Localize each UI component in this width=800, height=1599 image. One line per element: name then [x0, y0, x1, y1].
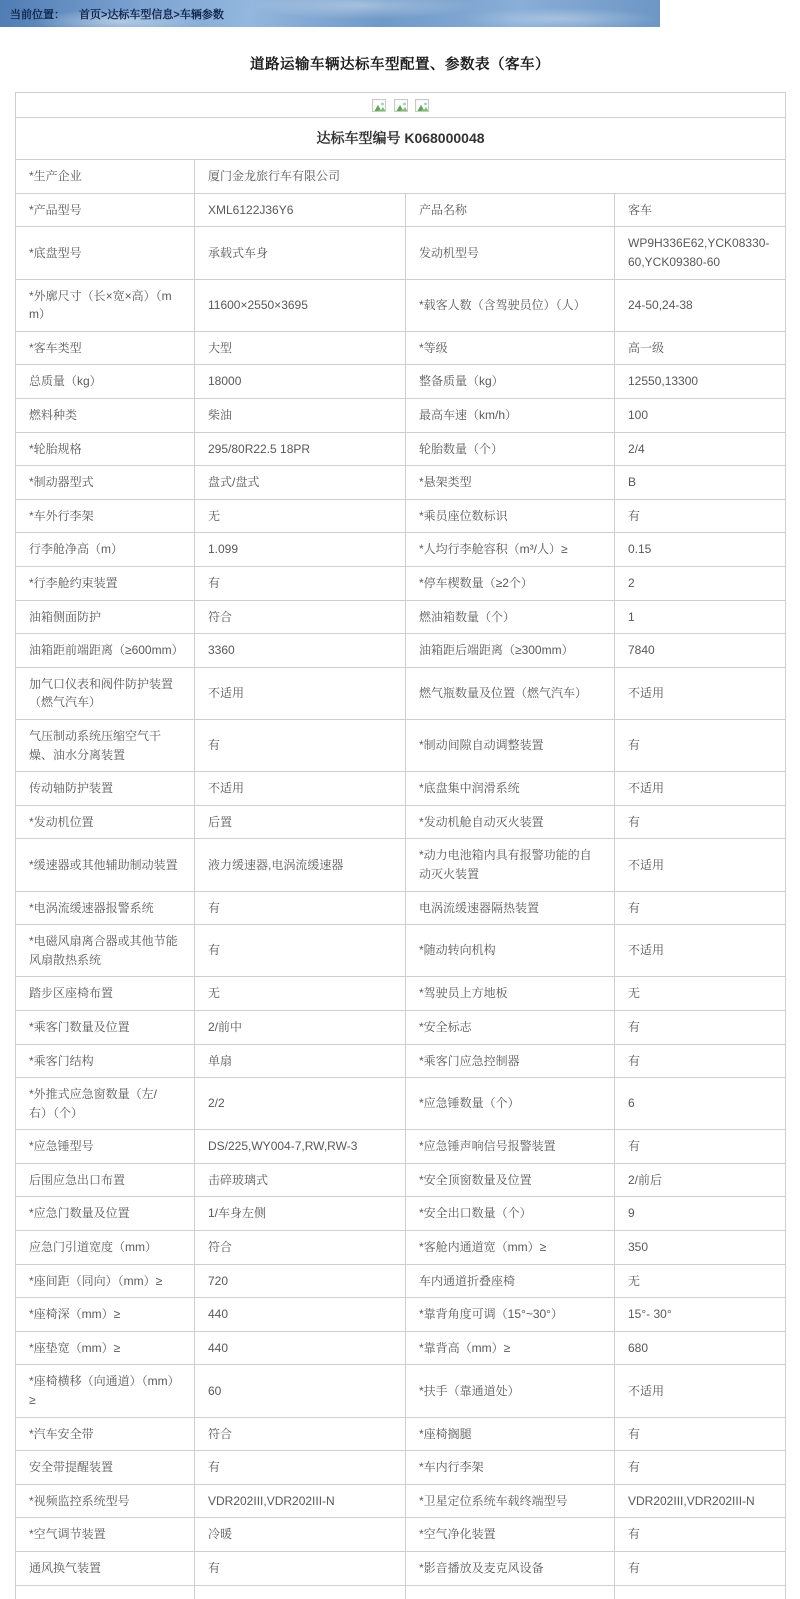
- spec-value-cell: 1.099: [195, 533, 406, 567]
- spec-label-cell: *应急锤型号: [16, 1130, 195, 1164]
- spec-value-cell: 有: [195, 891, 406, 925]
- spec-label-cell: 加气口仪表和阀件防护装置（燃气汽车）: [16, 667, 195, 719]
- spec-label-cell: 通风换气装置: [16, 1552, 195, 1586]
- table-row: [16, 1298, 786, 1332]
- spec-value-cell: 60: [195, 1365, 406, 1417]
- table-row: [16, 399, 786, 433]
- spec-label-cell: [406, 1585, 615, 1599]
- spec-label-cell: *客车类型: [16, 331, 195, 365]
- spec-value-cell: 350: [615, 1231, 786, 1265]
- spec-value-cell: 承载式车身: [195, 227, 406, 279]
- spec-value-cell: 不适用: [195, 772, 406, 806]
- spec-value-cell: 15°- 30°: [615, 1298, 786, 1332]
- spec-value-cell: 有: [195, 719, 406, 771]
- table-row: [16, 772, 786, 806]
- spec-label-cell: *产品型号: [16, 193, 195, 227]
- spec-label-cell: *应急锤声响信号报警装置: [406, 1130, 615, 1164]
- spec-label-cell: *汽车安全带: [16, 1417, 195, 1451]
- spec-label-cell: 轮胎数量（个）: [406, 432, 615, 466]
- spec-value-cell: 720: [195, 1264, 406, 1298]
- spec-value-cell: 后置: [195, 805, 406, 839]
- spec-label-cell: *卫星定位系统车载终端型号: [406, 1484, 615, 1518]
- spec-label-cell: *随动转向机构: [406, 925, 615, 977]
- table-row: [16, 1078, 786, 1130]
- vehicle-images-row: [16, 93, 786, 118]
- spec-label-cell: 电涡流缓速器隔热装置: [406, 891, 615, 925]
- spec-label-cell: *驾驶员上方地板: [406, 977, 615, 1011]
- table-row: [16, 600, 786, 634]
- table-row: [16, 719, 786, 771]
- table-row: [16, 1264, 786, 1298]
- spec-value-cell: 6: [615, 1078, 786, 1130]
- spec-value-cell: 1: [615, 600, 786, 634]
- spec-label-cell: *底盘型号: [16, 227, 195, 279]
- spec-label-cell: *安全顶窗数量及位置: [406, 1163, 615, 1197]
- spec-value-cell: 有: [615, 499, 786, 533]
- spec-label-cell: *安全标志: [406, 1010, 615, 1044]
- spec-value-cell: 有: [615, 1044, 786, 1078]
- spec-label-cell: 产品名称: [406, 193, 615, 227]
- broken-image-icon[interactable]: [415, 99, 429, 112]
- spec-label-cell: *安全出口数量（个）: [406, 1197, 615, 1231]
- spec-value-cell: 不适用: [615, 925, 786, 977]
- spec-label-cell: *悬架类型: [406, 466, 615, 500]
- spec-value-cell: VDR202III,VDR202III-N: [615, 1484, 786, 1518]
- spec-table: [15, 92, 786, 1599]
- vehicle-images-cell: [16, 93, 786, 118]
- spec-label-cell: *人均行李舱容积（m³/人）≥: [406, 533, 615, 567]
- spec-label-cell: *座垫宽（mm）≥: [16, 1331, 195, 1365]
- spec-value-cell: 有: [615, 719, 786, 771]
- spec-label-cell: *外推式应急窗数量（左/右）（个）: [16, 1078, 195, 1130]
- table-row: [16, 839, 786, 891]
- table-row: [16, 805, 786, 839]
- spec-label-cell: *乘员座位数标识: [406, 499, 615, 533]
- spec-label-cell: *座椅横移（向通道）（mm）≥: [16, 1365, 195, 1417]
- spec-label-cell: *应急门数量及位置: [16, 1197, 195, 1231]
- spec-label-cell: *扶手（靠通道处）: [406, 1365, 615, 1417]
- spec-value-cell: 有: [615, 805, 786, 839]
- spec-value-cell: 不适用: [615, 839, 786, 891]
- table-row: [16, 466, 786, 500]
- table-row: [16, 567, 786, 601]
- spec-value-cell: 有: [195, 1451, 406, 1485]
- spec-label-cell: *停车楔数量（≥2个）: [406, 567, 615, 601]
- spec-value-cell: 大型: [195, 331, 406, 365]
- spec-label-cell: *座椅深（mm）≥: [16, 1298, 195, 1332]
- spec-value-cell: 有: [615, 1518, 786, 1552]
- table-row: [16, 193, 786, 227]
- spec-label-cell: *空气净化装置: [406, 1518, 615, 1552]
- table-row: [16, 1451, 786, 1485]
- table-row: [16, 227, 786, 279]
- spec-value-cell: [615, 1585, 786, 1599]
- spec-value-cell: 440: [195, 1298, 406, 1332]
- spec-label-cell: *电磁风扇离合器或其他节能风扇散热系统: [16, 925, 195, 977]
- spec-value-cell: 单扇: [195, 1044, 406, 1078]
- spec-value-cell: 有: [615, 891, 786, 925]
- spec-label-cell: *车外行李架: [16, 499, 195, 533]
- spec-value-cell: 不适用: [195, 667, 406, 719]
- table-row: [16, 365, 786, 399]
- spec-value-cell: 有: [615, 1417, 786, 1451]
- spec-label-cell: *电涡流缓速器报警系统: [16, 891, 195, 925]
- spec-value-cell: 24-50,24-38: [615, 279, 786, 331]
- spec-value-cell: 有: [615, 1552, 786, 1586]
- spec-label-cell: *座间距（同向）（mm）≥: [16, 1264, 195, 1298]
- spec-value-cell: 不适用: [615, 667, 786, 719]
- spec-label-cell: *影音播放及麦克风设备: [406, 1552, 615, 1586]
- spec-value-cell: B: [615, 466, 786, 500]
- spec-value-cell: 有: [195, 1552, 406, 1586]
- table-row: [16, 331, 786, 365]
- table-row: [16, 160, 786, 194]
- spec-label-cell: *靠背角度可调（15°~30°）: [406, 1298, 615, 1332]
- spec-label-cell: 油箱距后端距离（≥300mm）: [406, 634, 615, 668]
- spec-value-cell: DS/225,WY004-7,RW,RW-3: [195, 1130, 406, 1164]
- spec-label-cell: 油箱距前端距离（≥600mm）: [16, 634, 195, 668]
- spec-value-cell: 盘式/盘式: [195, 466, 406, 500]
- spec-value-cell: 柴油: [195, 399, 406, 433]
- spec-value-cell: 9: [615, 1197, 786, 1231]
- spec-label-cell: 行李舱净高（m）: [16, 533, 195, 567]
- breadcrumb[interactable]: 首页>达标车型信息>车辆参数: [79, 8, 224, 21]
- spec-label-cell: *乘客门数量及位置: [16, 1010, 195, 1044]
- spec-label-cell: 最高车速（km/h）: [406, 399, 615, 433]
- spec-label-cell: *客舱内通道宽（mm）≥: [406, 1231, 615, 1265]
- spec-label-cell: 总质量（kg）: [16, 365, 195, 399]
- table-row: [16, 1552, 786, 1586]
- spec-value-cell: 2/前后: [615, 1163, 786, 1197]
- table-row: [16, 1484, 786, 1518]
- spec-value-cell: 有: [195, 925, 406, 977]
- spec-label-cell: *制动间隙自动调整装置: [406, 719, 615, 771]
- spec-value-cell: XML6122J36Y6: [195, 193, 406, 227]
- table-row: [16, 667, 786, 719]
- table-row: [16, 925, 786, 977]
- spec-label-cell: 踏步区座椅布置: [16, 977, 195, 1011]
- table-row: [16, 1163, 786, 1197]
- spec-label-cell: 安全带提醒装置: [16, 1451, 195, 1485]
- spec-label-cell: *发动机舱自动灭火装置: [406, 805, 615, 839]
- table-row: [16, 1585, 786, 1599]
- spec-value-cell: 440: [195, 1331, 406, 1365]
- table-row: [16, 1044, 786, 1078]
- spec-table-container: [15, 92, 785, 1599]
- spec-value-cell: 2/2: [195, 1078, 406, 1130]
- spec-label-cell: *行李舱约束装置: [16, 567, 195, 601]
- spec-label-cell: *靠背高（mm）≥: [406, 1331, 615, 1365]
- spec-label-cell: 传动轴防护装置: [16, 772, 195, 806]
- table-row: [16, 1518, 786, 1552]
- spec-value-cell: 冷暖: [195, 1518, 406, 1552]
- spec-value-cell: 有: [615, 1130, 786, 1164]
- spec-value-cell: 295/80R22.5 18PR: [195, 432, 406, 466]
- spec-label-cell: 油箱侧面防护: [16, 600, 195, 634]
- spec-value-cell: 有: [615, 1451, 786, 1485]
- spec-value-cell: 18000: [195, 365, 406, 399]
- breadcrumb-prefix: 当前位置：: [10, 8, 65, 21]
- spec-value-cell: WP9H336E62,YCK08330-60,YCK09380-60: [615, 227, 786, 279]
- spec-label-cell: *动力电池箱内具有报警功能的自动灭火装置: [406, 839, 615, 891]
- spec-value-cell: 不适用: [615, 772, 786, 806]
- spec-value-cell: 无: [615, 1264, 786, 1298]
- table-row: [16, 533, 786, 567]
- spec-value-cell: 有: [615, 1010, 786, 1044]
- spec-value-cell: 12550,13300: [615, 365, 786, 399]
- spec-label-cell: *空气调节装置: [16, 1518, 195, 1552]
- spec-value-cell: 不适用: [615, 1365, 786, 1417]
- spec-value-cell: 2/前中: [195, 1010, 406, 1044]
- spec-value-cell: 液力缓速器,电涡流缓速器: [195, 839, 406, 891]
- spec-value-cell: 2/4: [615, 432, 786, 466]
- spec-label-cell: 发动机型号: [406, 227, 615, 279]
- spec-label-cell: 燃气瓶数量及位置（燃气汽车）: [406, 667, 615, 719]
- spec-label-cell: *发动机位置: [16, 805, 195, 839]
- spec-label-cell: 气压制动系统压缩空气干燥、油水分离装置: [16, 719, 195, 771]
- spec-label-cell: *视频监控系统型号: [16, 1484, 195, 1518]
- spec-value-cell: 1/车身左侧: [195, 1197, 406, 1231]
- spec-value-cell: VDR202III,VDR202III-N: [195, 1484, 406, 1518]
- model-code-header: 达标车型编号 K068000048: [16, 117, 786, 160]
- table-row: [16, 1010, 786, 1044]
- spec-value-cell: 680: [615, 1331, 786, 1365]
- spec-label-cell: *乘客门应急控制器: [406, 1044, 615, 1078]
- spec-value-cell: 11600×2550×3695: [195, 279, 406, 331]
- table-row: [16, 977, 786, 1011]
- spec-label-cell: *乘客门结构: [16, 1044, 195, 1078]
- spec-value-cell: 0.15: [615, 533, 786, 567]
- spec-value-cell: 客车: [615, 193, 786, 227]
- spec-label-cell: 燃料种类: [16, 399, 195, 433]
- table-row: [16, 891, 786, 925]
- spec-label-cell: *座椅搁腿: [406, 1417, 615, 1451]
- spec-value-cell: [195, 1585, 406, 1599]
- spec-label-cell: 整备质量（kg）: [406, 365, 615, 399]
- table-row: [16, 1417, 786, 1451]
- spec-label-cell: 车内通道折叠座椅: [406, 1264, 615, 1298]
- spec-label-cell: *外廓尺寸（长×宽×高）（mm）: [16, 279, 195, 331]
- spec-label-cell: 燃油箱数量（个）: [406, 600, 615, 634]
- table-row: [16, 1130, 786, 1164]
- spec-value-cell: 无: [195, 499, 406, 533]
- table-row: [16, 1197, 786, 1231]
- spec-value-cell: 符合: [195, 1417, 406, 1451]
- broken-image-icon[interactable]: [394, 99, 408, 112]
- table-row: [16, 1231, 786, 1265]
- model-code-header-row: [16, 117, 786, 160]
- spec-label-cell: *缓速器或其他辅助制动装置: [16, 839, 195, 891]
- page-title: 道路运输车辆达标车型配置、参数表（客车）: [250, 57, 550, 73]
- spec-label-cell: *轮胎规格: [16, 432, 195, 466]
- spec-label-cell: *车内行李架: [406, 1451, 615, 1485]
- spec-label-cell: *载客人数（含驾驶员位）（人）: [406, 279, 615, 331]
- spec-value-cell: 无: [615, 977, 786, 1011]
- table-row: [16, 499, 786, 533]
- spec-value-cell: 有: [195, 567, 406, 601]
- table-row: [16, 279, 786, 331]
- spec-value-cell: 符合: [195, 600, 406, 634]
- table-row: [16, 634, 786, 668]
- spec-label-cell: 后围应急出口布置: [16, 1163, 195, 1197]
- table-row: [16, 432, 786, 466]
- spec-label-cell: 应急门引道宽度（mm）: [16, 1231, 195, 1265]
- spec-value-cell: 3360: [195, 634, 406, 668]
- spec-label-cell: *生产企业: [16, 160, 195, 194]
- spec-value-cell: 2: [615, 567, 786, 601]
- spec-label-cell: *底盘集中润滑系统: [406, 772, 615, 806]
- spec-label-cell: *应急锤数量（个）: [406, 1078, 615, 1130]
- spec-value-cell: 7840: [615, 634, 786, 668]
- table-row: [16, 1365, 786, 1417]
- spec-value-cell: 厦门金龙旅行车有限公司: [195, 160, 786, 194]
- spec-label-cell: [16, 1585, 195, 1599]
- spec-value-cell: 击碎玻璃式: [195, 1163, 406, 1197]
- top-banner: [0, 0, 660, 27]
- spec-value-cell: 符合: [195, 1231, 406, 1265]
- spec-value-cell: 无: [195, 977, 406, 1011]
- spec-value-cell: 高一级: [615, 331, 786, 365]
- broken-image-icon[interactable]: [372, 99, 386, 112]
- spec-value-cell: 100: [615, 399, 786, 433]
- table-row: [16, 1331, 786, 1365]
- spec-label-cell: *等级: [406, 331, 615, 365]
- spec-label-cell: *制动器型式: [16, 466, 195, 500]
